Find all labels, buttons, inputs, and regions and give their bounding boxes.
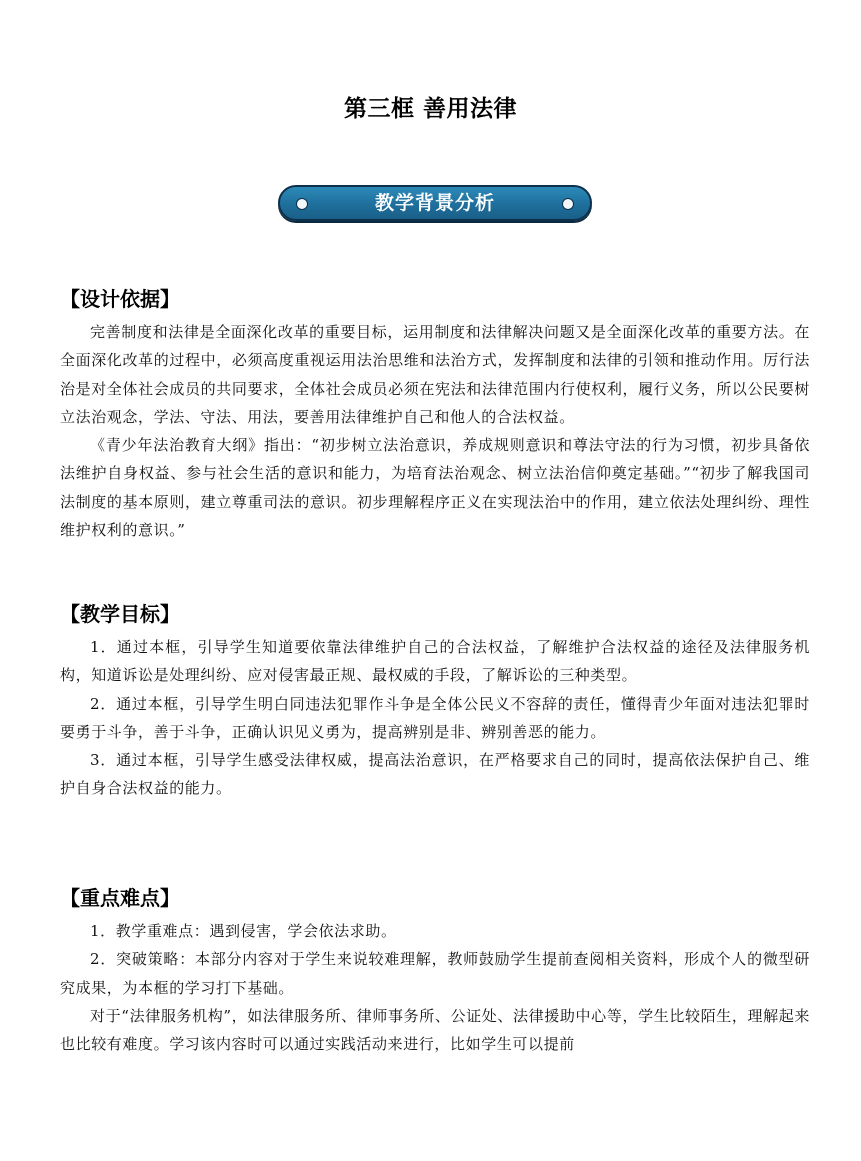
paragraph: 2．通过本框，引导学生明白同违法犯罪作斗争是全体公民义不容辞的责任，懂得青少年面对违法犯罪时要勇于斗争，善于斗争，正确认识见义勇为，提高辨别是非、辨别善恶的能力。 <box>60 694 810 741</box>
paragraph: 1．教学重难点：遇到侵害，学会依法求助。 <box>90 922 397 940</box>
document-title: 第三框 善用法律 <box>343 96 517 122</box>
paragraph: 2．突破策略：本部分内容对于学生来说较难理解，教师鼓励学生提前查阅相关资料，形成个人的微型研究成果，为本框的学习打下基础。 <box>60 950 810 997</box>
paragraph: 1．通过本框，引导学生知道要依靠法律维护自己的合法权益，了解维护合法权益的途径及法律服务机构，知道诉讼是处理纠纷、应对侵害最正规、最权威的手段，了解诉讼的三种类型。 <box>60 638 810 685</box>
teaching-goals-section <box>60 598 810 803</box>
paragraph: 3．通过本框，引导学生感受法律权威，提高法治意识，在严格要求自己的同时，提高依法保护自己、维护自身合法权益的能力。 <box>60 751 810 798</box>
banner-title: 教学背景分析 <box>374 192 495 214</box>
section-banner <box>278 185 592 221</box>
design-basis-heading: 【设计依据】 <box>60 287 180 311</box>
paragraph: 《青少年法治教育大纲》指出：“初步树立法治意识，养成规则意识和尊法守法的行为习惯，初步具备依法维护自身权益、参与社会生活的意识和能力，为培育法治观念、树立法治信仰奠定基础。”“初步了解我国司法制度的基本原则，建立尊重司法的意识。初步理解程序正义在实现法治中的作用，建立依法处理纠纷、理性维护权利的意识。” <box>60 436 810 540</box>
paragraph: 完善制度和法律是全面深化改革的重要目标，运用制度和法律解决问题又是全面深化改革的重要方法。在全面深化改革的过程中，必须高度重视运用法治思维和法治方式，发挥制度和法律的引领和推动作用。厉行法治是对全体社会成员的共同要求，全体社会成员必须在宪法和法律范围内行使权利，履行义务，所以公民要树立法治观念，学法、守法、用法，要善用法律维护自己和他人的合法权益。 <box>60 323 810 426</box>
banner-right-dot-icon <box>562 198 574 210</box>
teaching-goals-heading: 【教学目标】 <box>60 602 180 626</box>
key-difficulties-section <box>60 882 810 1058</box>
design-basis-section <box>60 283 810 544</box>
paragraph: 对于“法律服务机构”，如法律服务所、律师事务所、公证处、法律援助中心等，学生比较陌生，理解起来也比较有难度。学习该内容时可以通过实践活动来进行，比如学生可以提前 <box>60 1006 810 1054</box>
key-difficulties-heading: 【重点难点】 <box>60 886 180 910</box>
